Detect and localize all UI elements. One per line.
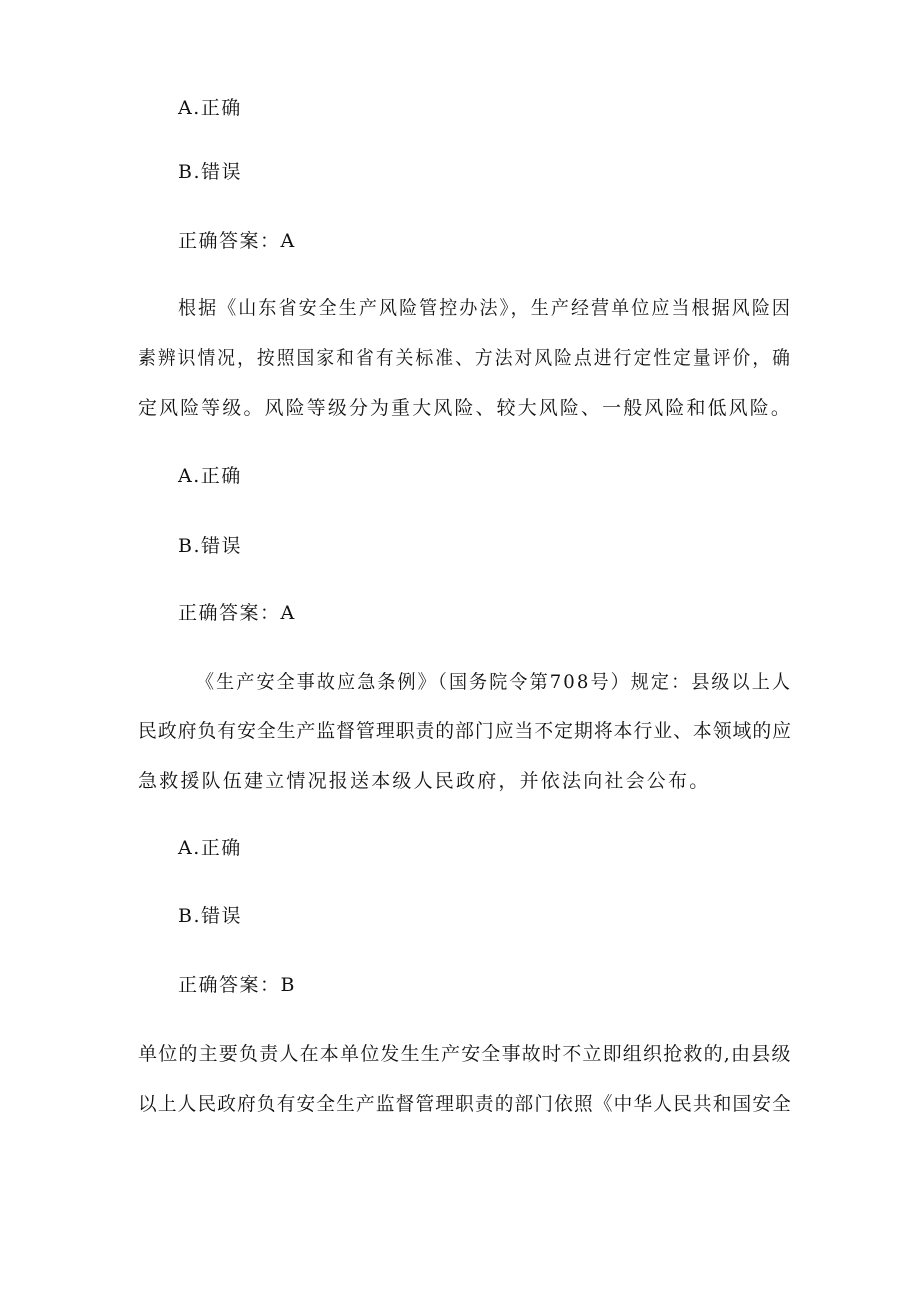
question-text-line: 单位的主要负责人在本单位发生生产安全事故时不立即组织抢救的,由县级: [138, 1043, 792, 1065]
question-text-line: 民政府负有安全生产监督管理职责的部门应当不定期将本行业、本领域的应: [138, 720, 793, 742]
option-b: B.错误: [178, 535, 243, 557]
option-b: B.错误: [178, 161, 243, 183]
question-text-line: 根据《山东省安全生产风险管控办法》，生产经营单位应当根据风险因: [178, 297, 793, 319]
option-a: A.正确: [178, 97, 242, 119]
question-text-line: 急救援队伍建立情况报送本级人民政府，并依法向社会公布。: [138, 770, 711, 792]
option-a: A.正确: [178, 465, 242, 487]
question-text-line: 《生产安全事故应急条例》（国务院令第708号）规定：县级以上人: [196, 671, 792, 693]
question-text-line: 素辨识情况，按照国家和省有关标准、方法对风险点进行定性定量评价，确: [138, 347, 792, 369]
correct-answer: 正确答案：A: [178, 230, 296, 252]
question-text-line: 以上人民政府负有安全生产监督管理职责的部门依照《中华人民共和国安全: [138, 1093, 793, 1115]
correct-answer: 正确答案：A: [178, 602, 296, 624]
option-a: A.正确: [178, 837, 242, 859]
option-b: B.错误: [178, 905, 243, 927]
correct-answer: 正确答案：B: [178, 974, 296, 996]
question-text-line: 定风险等级。风险等级分为重大风险、较大风险、一般风险和低风险。: [138, 397, 792, 419]
